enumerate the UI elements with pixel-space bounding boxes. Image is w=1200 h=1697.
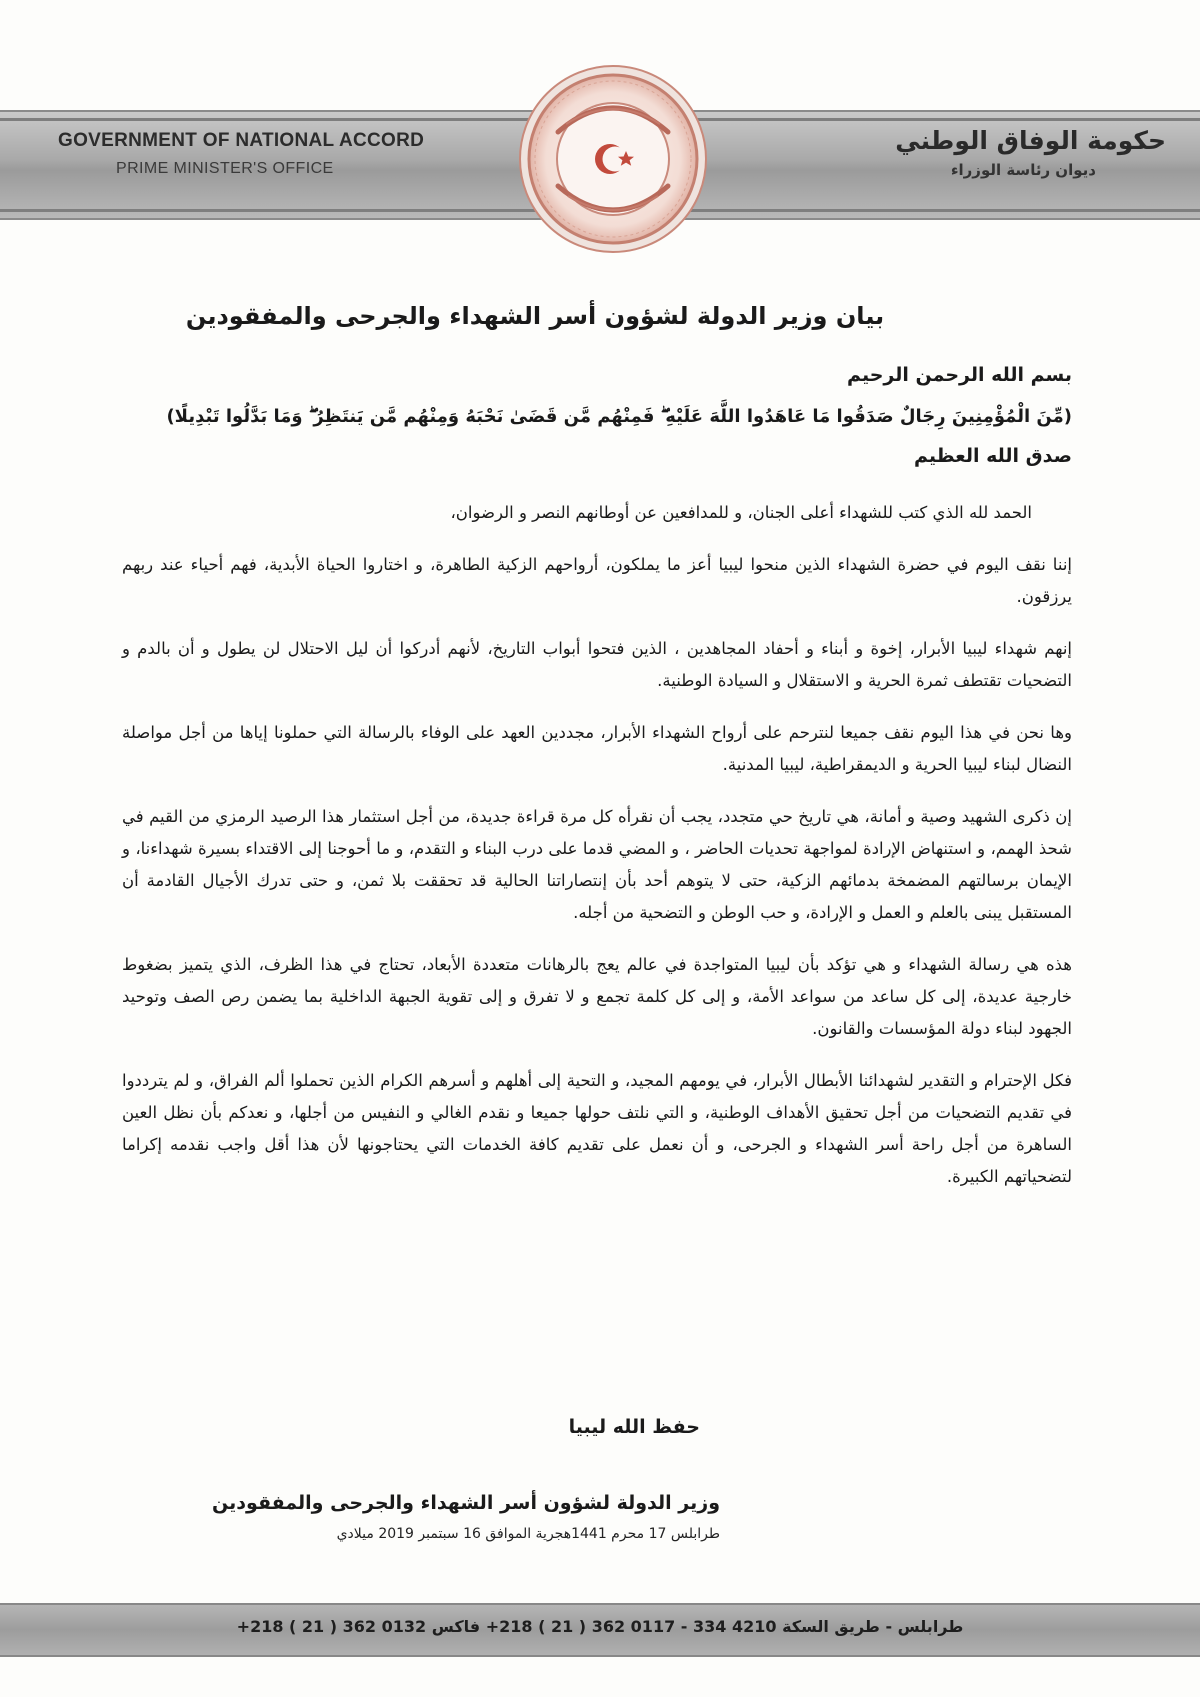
- office-name-en: PRIME MINISTER'S OFFICE: [116, 160, 334, 177]
- issue-date: طرابلس 17 محرم 1441هجرية الموافق 16 سبتمبر 2019 ميلادي: [336, 1526, 720, 1542]
- government-name-en: GOVERNMENT OF NATIONAL ACCORD: [58, 130, 425, 151]
- paragraph: إنهم شهداء ليبيا الأبرار، إخوة و أبناء و أحفاد المجاهدين ، الذين فتحوا أبواب التاريخ، لأنهم أدركوا أن ليل الاحتلال لن يطول و أن بالدم و التضحيات تقتطف ثمرة الحرية و الاستقلال و السيادة الوطنية.: [122, 639, 1072, 690]
- footer-band: [0, 1603, 1200, 1657]
- letterhead-english: [58, 130, 424, 178]
- government-name-ar: حكومة الوفاق الوطني: [895, 126, 1166, 155]
- paragraph: إن ذكرى الشهيد وصية و أمانة، هي تاريخ حي متجدد، يجب أن نقرأه كل مرة قراءة جديدة، من أجل استثمار هذا الرصيد الرمزي من القيم في شحذ الهمم، و استنهاض الإرادة لمواجهة تحديات الحاضر ، و المضي قدما على درب البناء و التقدم، و ما أحوجنا إلى الاقتداء بسيرة شهداءنا، و الإيمان برسالتهم المضمخة بدمائهم الزكية، حتى لا يتوهم أحد بأن إنتصاراتنا الحالية قد تحققت بلا ثمن، و حتى تدرك الأجيال القادمة أن المستقبل يبنى بالعلم و العمل و الإرادة، و حب الوطن و التضحية من أجله.: [122, 807, 1072, 922]
- paragraph: وها نحن في هذا اليوم نقف جميعا لنترحم على أرواح الشهداء الأبرار، مجددين العهد على الوفاء بالرسالة التي حملونا إياها من أجل مواصلة النضال لبناء ليبيا الحرية و الديمقراطية، ليبيا المدنية.: [122, 723, 1072, 774]
- signature-block: [180, 1492, 720, 1542]
- government-seal-icon: [518, 64, 708, 254]
- closing-block: [569, 1416, 700, 1438]
- office-name-ar: ديوان رئاسة الوزراء: [950, 161, 1096, 179]
- letterhead-arabic: [895, 126, 1166, 179]
- paragraph: إننا نقف اليوم في حضرة الشهداء الذين منحوا ليبيا أعز ما يملكون، أرواحهم الزكية الطاهرة، و اختاروا الحياة الأبدية، فهم أحياء عند ربهم يرزقون.: [122, 555, 1072, 606]
- paragraph: الحمد لله الذي كتب للشهداء أعلى الجنان، و للمدافعين عن أوطانهم النصر و الرضوان،: [450, 503, 1032, 522]
- document-title: بيان وزير الدولة لشؤون أسر الشهداء والجرحى والمفقودين: [185, 302, 885, 330]
- footer-address: طرابلس - طريق السكة 4210 334 - 0117 362 ( 21 ) 218+ فاكس 0132 362 ( 21 ) 218+: [236, 1617, 964, 1636]
- closing-prayer: حفظ الله ليبيا: [568, 1416, 700, 1438]
- document-body: [122, 364, 1072, 1213]
- paragraph: هذه هي رسالة الشهداء و هي تؤكد بأن ليبيا المتواجدة في عالم يعج بالرهانات متعددة الأبعاد، تحتاج في هذا الظرف، الذي يتميز بضغوط خارجية عديدة، إلى كل ساعد من سواعد الأمة، و إلى كل كلمة تجمع و لا تفرق و إلى تقوية الجبهة الداخلية بما يضمن رص الصف وتوحيد الجهود لبناء دولة المؤسسات والقانون.: [122, 955, 1072, 1038]
- signatory-title: وزير الدولة لشؤون أسر الشهداء والجرحى والمفقودين: [212, 1492, 720, 1514]
- paragraph: فكل الإحترام و التقدير لشهدائنا الأبطال الأبرار، في يومهم المجيد، و التحية إلى أهلهم و أسرهم الكرام الذين تحملوا ألم الفراق، و لم يترددوا في تقديم التضحيات من أجل تحقيق الأهداف الوطنية، و التي نلتف حولها جميعا و نقدم الغالي و النفيس من أجلها، و نعدكم بأن نظل العين الساهرة من أجل راحة أسر الشهداء و الجرحى، و أن نعمل على تقديم كافة الخدمات التي يحتاجونها لأن هذا أقل واجب نقدمه إكراما لتضحياتهم الكبيرة.: [122, 1071, 1072, 1186]
- quran-verse: (مِّنَ الْمُؤْمِنِينَ رِجَالٌ صَدَقُوا مَا عَاهَدُوا اللَّهَ عَلَيْهِ ۖ فَمِنْهُم مَّن قَضَىٰ نَحْبَهُ وَمِنْهُم مَّن يَنتَظِرُ ۖ وَمَا بَدَّلُوا تَبْدِيلًا): [166, 406, 1072, 427]
- basmala: بسم الله الرحمن الرحيم: [847, 364, 1072, 386]
- verse-closing: صدق الله العظيم: [913, 445, 1072, 467]
